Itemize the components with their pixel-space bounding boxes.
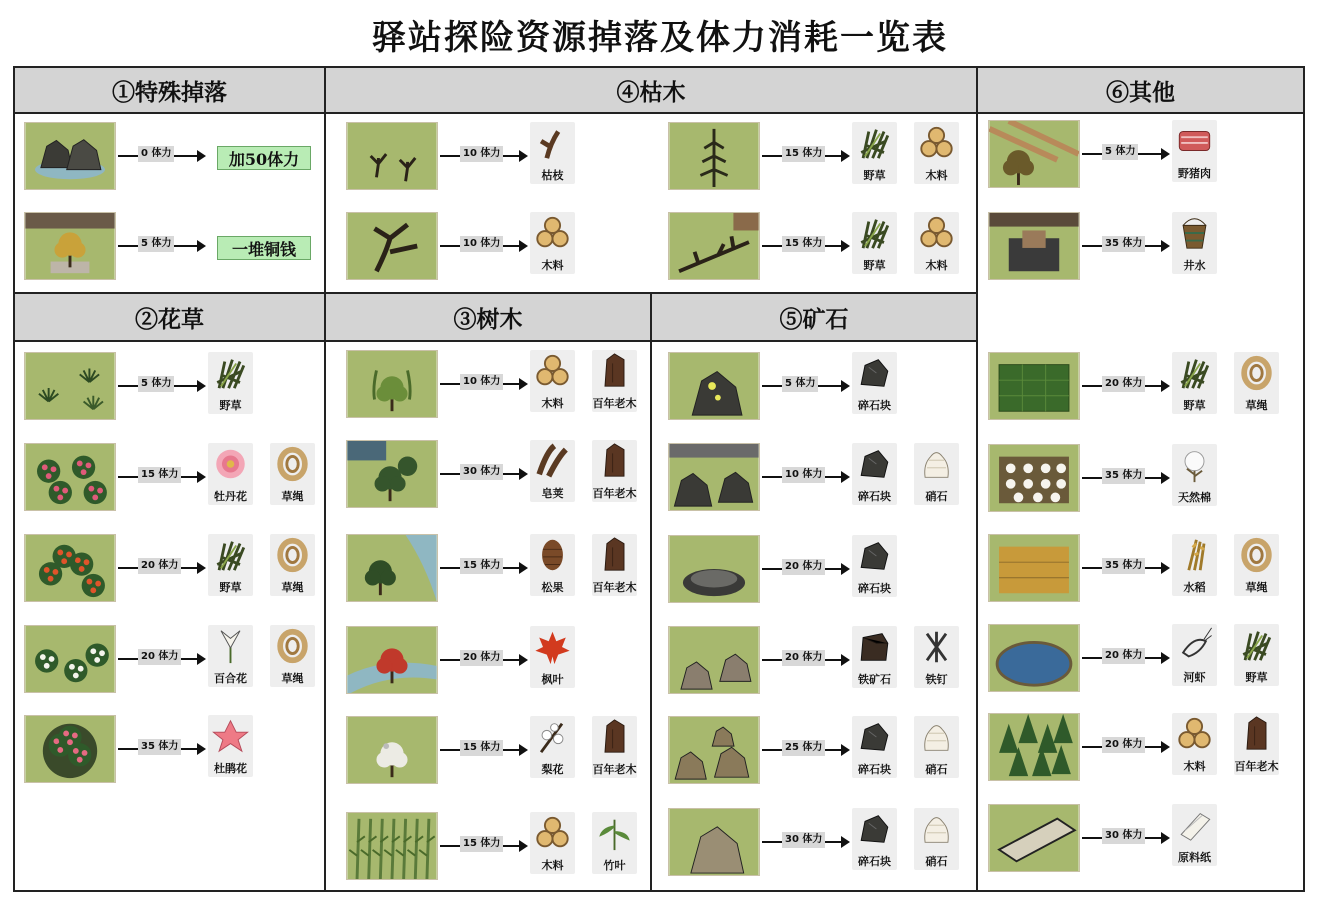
stamina-cost: 15 体力	[460, 836, 503, 852]
header-dead-wood: ④枯木	[324, 66, 978, 114]
arrow-icon	[1082, 378, 1168, 389]
drop-item-label: 草绳	[281, 490, 304, 503]
arrow-icon	[1082, 650, 1168, 661]
stamina-cost: 5 体力	[1102, 144, 1138, 160]
stamina-cost: 20 体力	[138, 649, 181, 665]
drop-item-label: 百年老木	[1234, 760, 1279, 773]
stamina-cost: 15 体力	[138, 467, 181, 483]
stamina-cost: 10 体力	[460, 146, 503, 162]
drop-item	[1234, 534, 1279, 596]
grass-field-scene	[988, 352, 1080, 420]
drop-item	[270, 534, 315, 596]
arrow-icon	[1082, 238, 1168, 249]
maple-scene	[346, 626, 438, 694]
drop-item	[270, 625, 315, 687]
stamina-cost: 10 体力	[782, 467, 825, 483]
drop-item-label: 野草	[219, 399, 242, 412]
stamina-cost: 15 体力	[782, 146, 825, 162]
drop-item	[208, 443, 253, 505]
drop-item	[208, 625, 253, 687]
drop-item-label: 野草	[863, 169, 886, 182]
arrow-icon	[1082, 146, 1168, 157]
drop-item	[1172, 444, 1217, 506]
drop-item-label: 梨花	[541, 763, 564, 776]
drop-item	[592, 350, 637, 412]
stamina-cost: 5 体力	[782, 376, 818, 392]
willow-scene	[346, 350, 438, 418]
arrow-icon	[1082, 560, 1168, 571]
paper-vat-scene	[988, 804, 1080, 872]
arrow-icon	[440, 148, 526, 159]
drop-item	[208, 352, 253, 414]
dead-bush-scene	[346, 122, 438, 190]
drop-item	[592, 534, 637, 596]
drop-item-label: 碎石块	[858, 582, 891, 595]
arrow-icon	[1082, 830, 1168, 841]
special-reward: 一堆铜钱	[217, 236, 311, 260]
header-special-drops: ①特殊掉落	[13, 66, 326, 114]
fallen-log-scene	[668, 212, 760, 280]
drop-item	[852, 352, 897, 414]
stamina-cost: 15 体力	[460, 740, 503, 756]
drop-item	[530, 626, 575, 688]
stamina-cost: 35 体力	[1102, 236, 1145, 252]
drop-item-label: 百年老木	[592, 487, 637, 500]
drop-item-label: 木料	[541, 259, 564, 272]
drop-item-label: 井水	[1183, 259, 1206, 272]
stamina-cost: 5 体力	[138, 236, 174, 252]
arrow-icon	[762, 238, 848, 249]
header-ore: ⑤矿石	[650, 292, 978, 342]
arrow-icon	[440, 742, 526, 753]
drop-item	[530, 716, 575, 778]
drop-item	[530, 350, 575, 412]
boulder-scene	[668, 808, 760, 876]
drop-item-label: 铁钉	[925, 673, 948, 686]
drop-item-label: 木料	[925, 259, 948, 272]
boar-path-scene	[988, 120, 1080, 188]
sand-rocks-scene	[668, 716, 760, 784]
special-reward: 加50体力	[217, 146, 311, 170]
drop-item-label: 野草	[863, 259, 886, 272]
drop-item-label: 草绳	[1245, 581, 1268, 594]
drop-item-label: 杜鹃花	[214, 762, 247, 775]
drop-item	[914, 808, 959, 870]
pond-scene	[988, 624, 1080, 692]
stamina-cost: 20 体力	[138, 558, 181, 574]
drop-item	[852, 443, 897, 505]
drop-item	[852, 808, 897, 870]
drop-item	[1234, 713, 1279, 775]
stamina-cost: 35 体力	[1102, 468, 1145, 484]
drop-item-label: 硝石	[925, 490, 948, 503]
drop-item	[592, 440, 637, 502]
drop-item-label: 草绳	[1245, 399, 1268, 412]
well-scene	[988, 212, 1080, 280]
drop-item-label: 水稻	[1183, 581, 1206, 594]
drop-item-label: 草绳	[281, 672, 304, 685]
grass-scene	[24, 352, 116, 420]
drop-item-label: 竹叶	[603, 859, 626, 872]
stamina-cost: 20 体力	[1102, 648, 1145, 664]
lily-scene	[24, 625, 116, 693]
big-rock-scene	[668, 535, 760, 603]
stamina-cost: 15 体力	[460, 558, 503, 574]
drop-item	[852, 535, 897, 597]
pine-pond-scene	[346, 534, 438, 602]
arrow-icon	[118, 238, 204, 249]
drop-item	[1172, 534, 1217, 596]
drop-item	[270, 443, 315, 505]
drop-item-label: 铁矿石	[858, 673, 891, 686]
stamina-cost: 0 体力	[138, 146, 174, 162]
drop-item	[530, 812, 575, 874]
drop-item-label: 野草	[219, 581, 242, 594]
drop-item	[852, 122, 897, 184]
drop-item	[530, 440, 575, 502]
stamina-cost: 10 体力	[460, 374, 503, 390]
drop-item-label: 牡丹花	[214, 490, 247, 503]
drop-item-label: 木料	[541, 859, 564, 872]
drop-item-label: 碎石块	[858, 399, 891, 412]
drop-item-label: 百年老木	[592, 581, 637, 594]
drop-item-label: 河虾	[1183, 671, 1206, 684]
arrow-icon	[762, 742, 848, 753]
stamina-cost: 25 体力	[782, 740, 825, 756]
stamina-cost: 20 体力	[782, 559, 825, 575]
forest-scene	[988, 713, 1080, 781]
drop-item-label: 枯枝	[541, 169, 564, 182]
drop-item-label: 碎石块	[858, 763, 891, 776]
azalea-bush-scene	[24, 715, 116, 783]
drop-item	[1172, 352, 1217, 414]
rice-field-scene	[988, 534, 1080, 602]
ore-rocks-scene	[668, 626, 760, 694]
drop-item	[592, 716, 637, 778]
drop-item	[530, 122, 575, 184]
arrow-icon	[440, 466, 526, 477]
peony-bush-scene	[24, 443, 116, 511]
red-flowers-scene	[24, 534, 116, 602]
drop-item-label: 木料	[1183, 760, 1206, 773]
rock-pond-scene	[24, 122, 116, 190]
drop-item-label: 木料	[541, 397, 564, 410]
box-trees	[324, 340, 652, 892]
drop-item	[1172, 212, 1217, 274]
arrow-icon	[762, 652, 848, 663]
drop-item-label: 百年老木	[592, 397, 637, 410]
arrow-icon	[1082, 739, 1168, 750]
rock-fence-scene	[668, 443, 760, 511]
drop-item-label: 枫叶	[541, 673, 564, 686]
drop-item	[1234, 624, 1279, 686]
drop-item-label: 草绳	[281, 581, 304, 594]
drop-item	[914, 626, 959, 688]
drop-item-label: 松果	[541, 581, 564, 594]
drop-item	[852, 626, 897, 688]
money-tree-scene	[24, 212, 116, 280]
drop-item	[208, 534, 253, 596]
stamina-cost: 20 体力	[460, 650, 503, 666]
drop-item	[1234, 352, 1279, 414]
drop-item	[1172, 804, 1217, 866]
arrow-icon	[762, 378, 848, 389]
stamina-cost: 20 体力	[1102, 376, 1145, 392]
box-flowers	[13, 340, 326, 892]
drop-item-label: 百年老木	[592, 763, 637, 776]
pine-scene	[346, 440, 438, 508]
drop-item	[1172, 624, 1217, 686]
rock-glow-scene	[668, 352, 760, 420]
drop-item-label: 原料纸	[1178, 851, 1211, 864]
stamina-cost: 35 体力	[1102, 558, 1145, 574]
bamboo-scene	[346, 812, 438, 880]
arrow-icon	[118, 741, 204, 752]
drop-item	[914, 212, 959, 274]
drop-item	[530, 534, 575, 596]
drop-item-label: 野草	[1245, 671, 1268, 684]
page-title: 驿站探险资源掉落及体力消耗一览表	[372, 18, 948, 58]
cotton-field-scene	[988, 444, 1080, 512]
arrow-icon	[440, 560, 526, 571]
arrow-icon	[1082, 470, 1168, 481]
dead-tree-scene	[346, 212, 438, 280]
stamina-cost: 15 体力	[782, 236, 825, 252]
arrow-icon	[762, 469, 848, 480]
drop-item-label: 硝石	[925, 855, 948, 868]
arrow-icon	[440, 238, 526, 249]
drop-item	[914, 716, 959, 778]
drop-item	[208, 715, 253, 777]
drop-item	[914, 443, 959, 505]
arrow-icon	[118, 651, 204, 662]
arrow-icon	[440, 838, 526, 849]
stamina-cost: 5 体力	[138, 376, 174, 392]
stamina-cost: 30 体力	[460, 464, 503, 480]
drop-item-label: 皂荚	[541, 487, 564, 500]
arrow-icon	[118, 148, 204, 159]
drop-item	[592, 812, 637, 874]
drop-item	[852, 212, 897, 274]
header-other: ⑥其他	[976, 66, 1305, 114]
arrow-icon	[118, 378, 204, 389]
drop-item-label: 天然棉	[1178, 491, 1211, 504]
drop-item-label: 百合花	[214, 672, 247, 685]
stamina-cost: 20 体力	[782, 650, 825, 666]
pear-tree-scene	[346, 716, 438, 784]
stamina-cost: 30 体力	[1102, 828, 1145, 844]
header-trees: ③树木	[324, 292, 652, 342]
arrow-icon	[440, 376, 526, 387]
arrow-icon	[118, 560, 204, 571]
drop-item	[1172, 120, 1217, 182]
drop-item	[914, 122, 959, 184]
stamina-cost: 20 体力	[1102, 737, 1145, 753]
stamina-cost: 30 体力	[782, 832, 825, 848]
drop-item	[1172, 713, 1217, 775]
stamina-cost: 10 体力	[460, 236, 503, 252]
drop-item-label: 硝石	[925, 763, 948, 776]
drop-item-label: 碎石块	[858, 490, 891, 503]
arrow-icon	[118, 469, 204, 480]
arrow-icon	[762, 561, 848, 572]
arrow-icon	[762, 834, 848, 845]
drop-item-label: 野猪肉	[1178, 167, 1211, 180]
drop-item	[530, 212, 575, 274]
arrow-icon	[440, 652, 526, 663]
drop-item-label: 野草	[1183, 399, 1206, 412]
stamina-cost: 35 体力	[138, 739, 181, 755]
header-flowers: ②花草	[13, 292, 326, 342]
drop-item-label: 木料	[925, 169, 948, 182]
arrow-icon	[762, 148, 848, 159]
dead-pine-scene	[668, 122, 760, 190]
drop-item-label: 碎石块	[858, 855, 891, 868]
drop-item	[852, 716, 897, 778]
